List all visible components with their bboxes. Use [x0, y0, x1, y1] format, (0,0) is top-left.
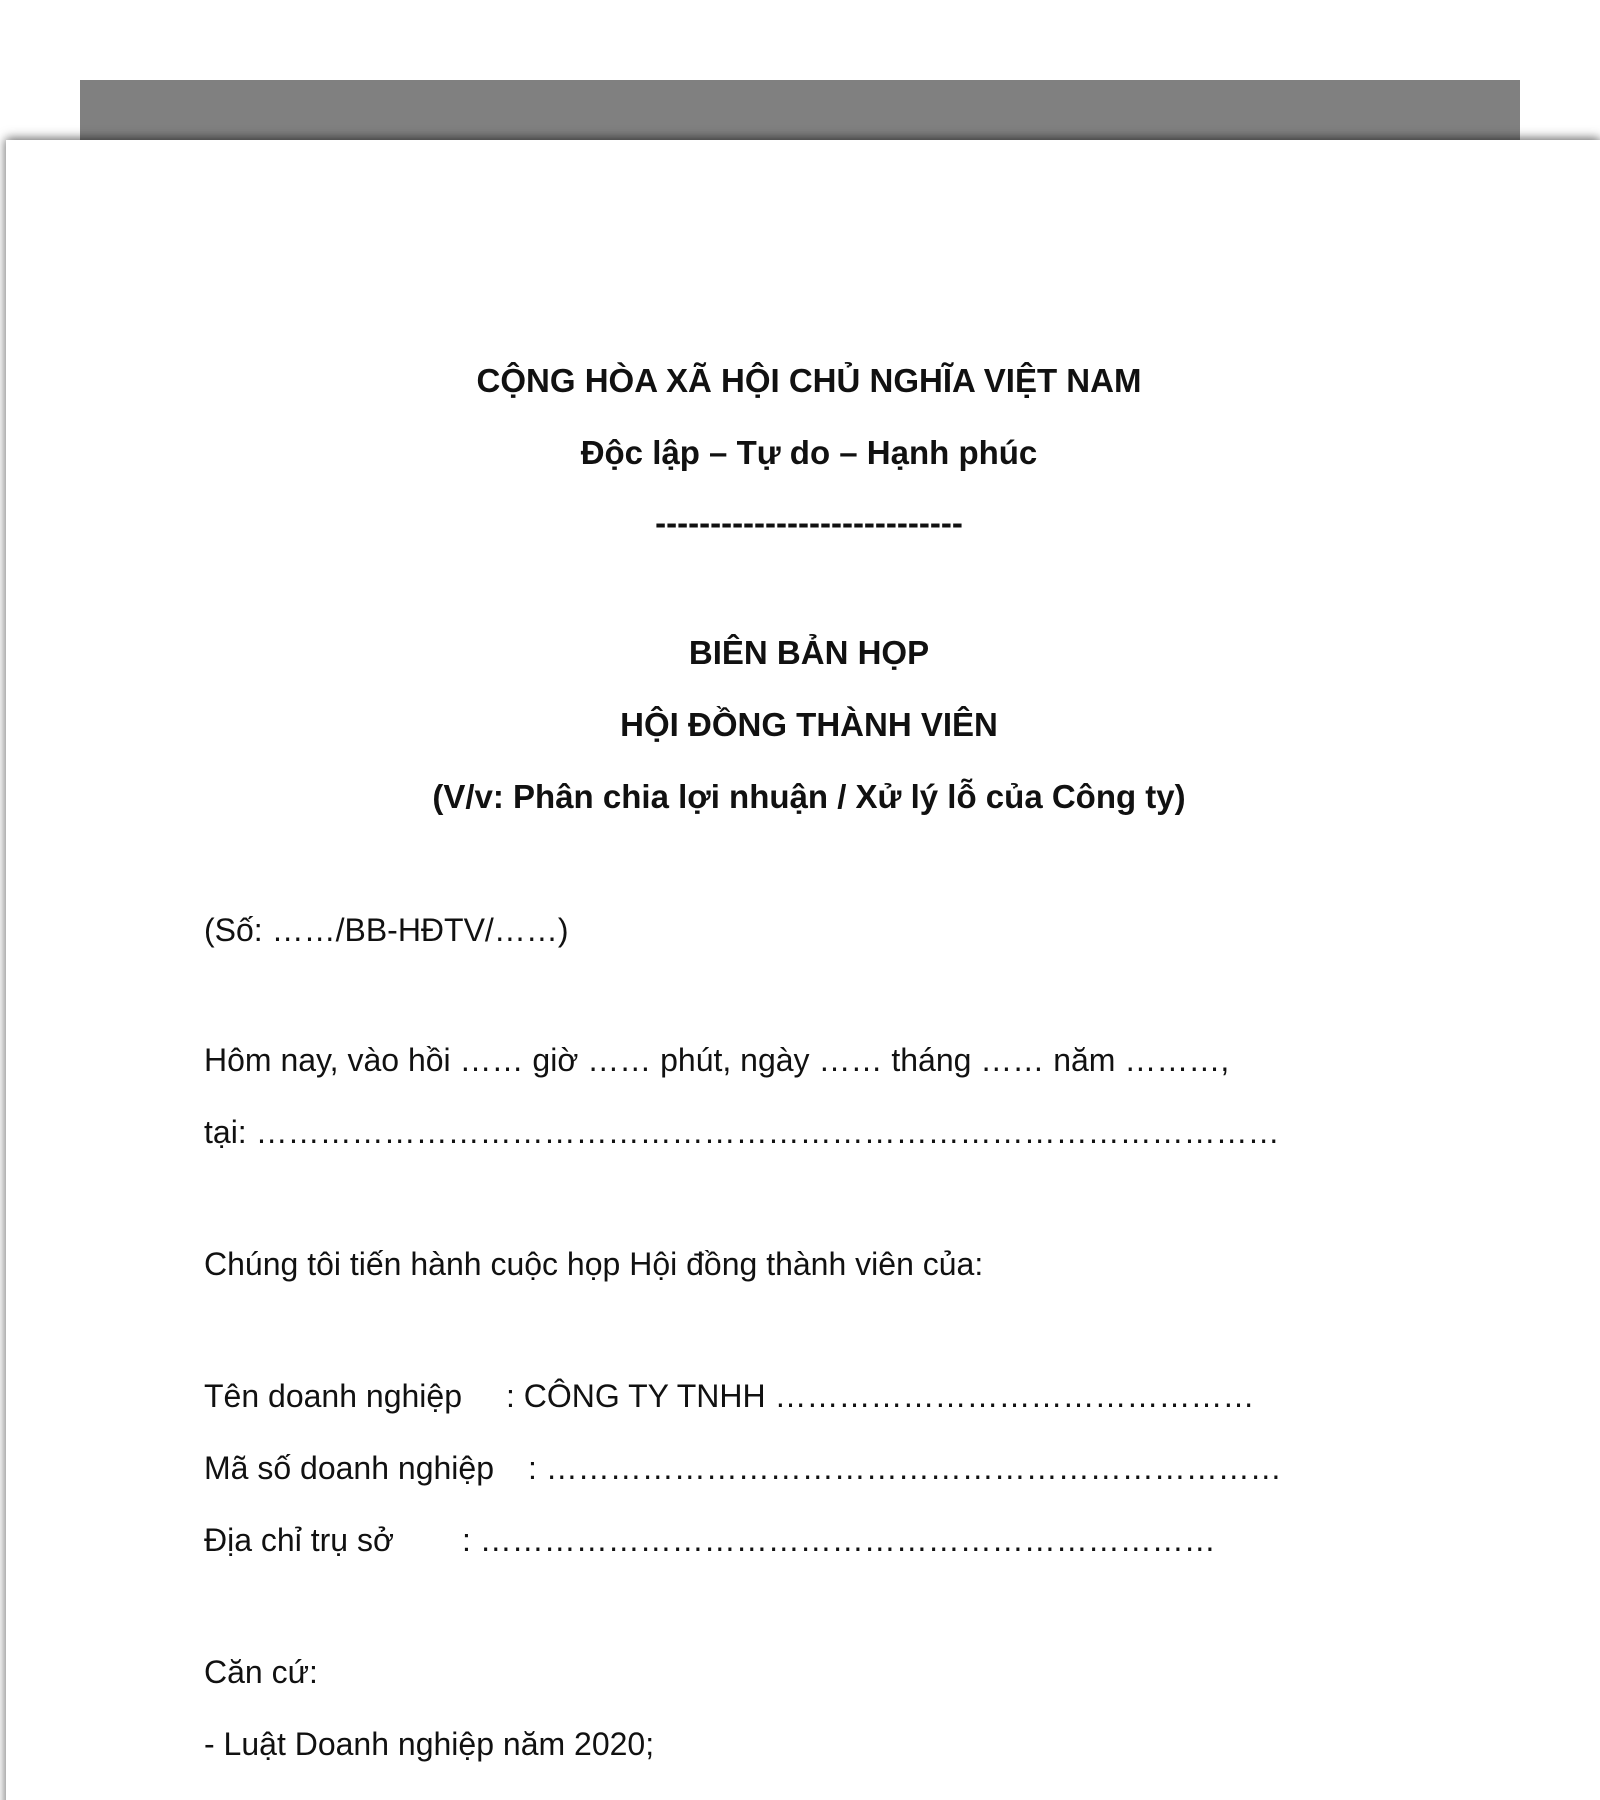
document-page: [6, 140, 1600, 1800]
company-address-row: [204, 1522, 1216, 1559]
company-code-label: Mã số doanh nghiệp: [204, 1450, 494, 1486]
national-motto: Độc lập – Tự do – Hạnh phúc: [580, 434, 1038, 471]
document-number: (Số: ……/BB-HĐTV/……): [204, 912, 569, 948]
document-subject: (V/v: Phân chia lợi nhuận / Xử lý lỗ của Công ty): [432, 778, 1186, 815]
company-name-label: Tên doanh nghiệp: [204, 1378, 462, 1414]
company-code-value: : ……………………………………………………………: [528, 1450, 1282, 1486]
company-name-value: : CÔNG TY TNHH ………………………………………: [506, 1378, 1255, 1414]
document-title-council: HỘI ĐỒNG THÀNH VIÊN: [620, 706, 998, 743]
meeting-time-line: Hôm nay, vào hồi …… giờ …… phút, ngày …… tháng …… năm ………,: [204, 1042, 1230, 1078]
company-address-label: Địa chỉ trụ sở: [204, 1522, 394, 1558]
company-code-row: [204, 1450, 1282, 1487]
intro-text: Chúng tôi tiến hành cuộc họp Hội đồng thành viên của:: [204, 1246, 984, 1282]
header-separator: ----------------------------: [655, 504, 963, 541]
company-name-row: [204, 1378, 1254, 1415]
basis-heading: Căn cứ:: [204, 1654, 318, 1690]
basis-item: - Luật Doanh nghiệp năm 2020;: [204, 1726, 655, 1762]
national-title: CỘNG HÒA XÃ HỘI CHỦ NGHĨA VIỆT NAM: [476, 362, 1142, 399]
company-address-value: : ……………………………………………………………: [462, 1522, 1216, 1558]
meeting-place-line: tại: ……………………………………………………………………………………: [204, 1114, 1280, 1150]
document-title: BIÊN BẢN HỌP: [688, 634, 930, 671]
